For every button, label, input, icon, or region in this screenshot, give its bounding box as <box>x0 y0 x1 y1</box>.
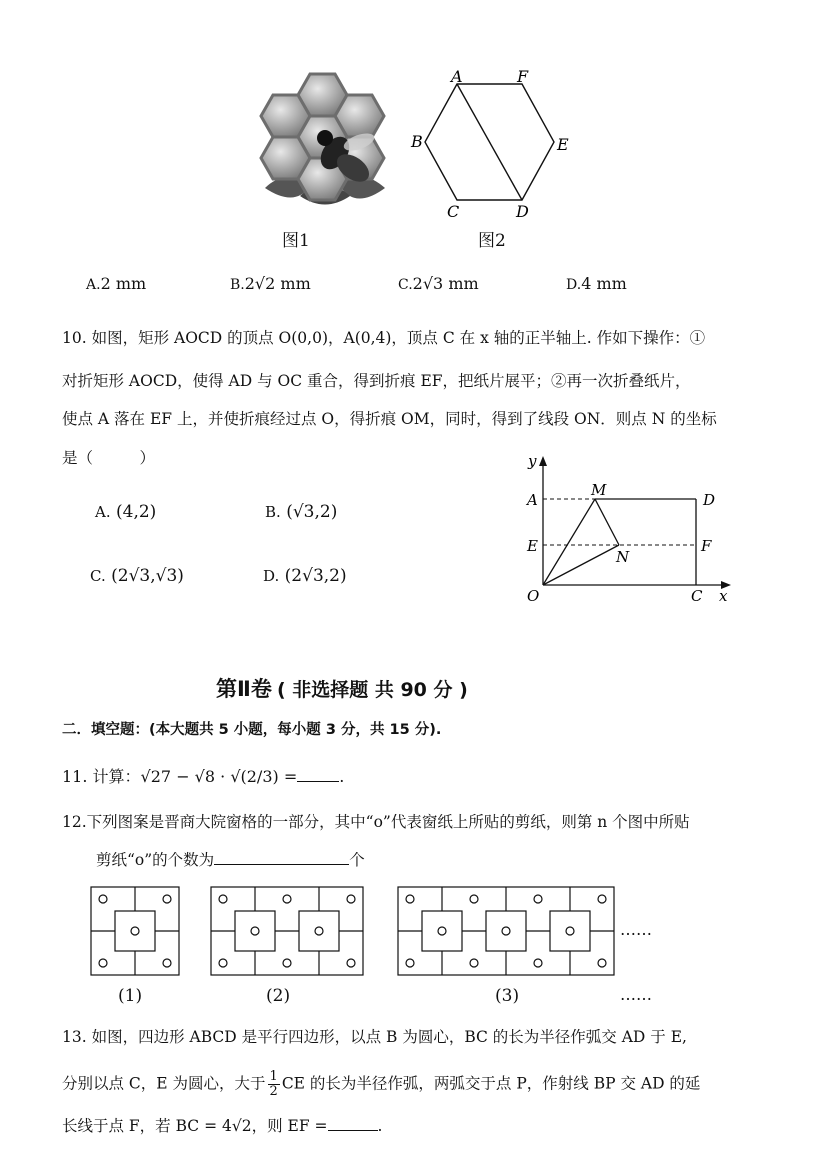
q13-line-1: 13. 如图，四边形 ABCD 是平行四边形，以点 B 为圆心，BC 的长为半径作弧交 AD 于 E, <box>62 1028 687 1046</box>
hex-label-f: F <box>517 67 529 86</box>
q10-line-3: 使点 A 落在 EF 上，并使折痕经过点 O，得折痕 OM，同时，得到了线段 ON．则点 N 的坐标 <box>62 410 717 428</box>
q13-line3-a: 长线于点 F，若 BC = 4√2，则 EF = <box>62 1117 328 1135</box>
q11-expression: √27 − √8 · √(2/3) = <box>140 767 298 786</box>
option-value: (√3,2) <box>286 502 338 522</box>
option-value: (2√3,√3) <box>111 566 184 586</box>
q10-label-m: M <box>591 481 607 499</box>
option-letter: C. <box>90 567 106 585</box>
q12-line-2 <box>96 848 365 870</box>
q10-line-1: 10. 如图，矩形 AOCD 的顶点 O(0,0)，A(0,4)，顶点 C 在 x 轴的正半轴上. 作如下操作：① <box>62 329 706 347</box>
q10-line-2: 对折矩形 AOCD，使得 AD 与 OC 重合，得到折痕 EF，把纸片展平；②再一次折叠纸片， <box>62 372 691 390</box>
q10-label-a: A <box>527 491 538 509</box>
q10-label-f: F <box>701 537 712 555</box>
part2-title: 第Ⅱ卷 <box>216 677 272 701</box>
q11-end: . <box>339 767 345 786</box>
option-value: 2 mm <box>100 274 147 293</box>
hex-label-e: E <box>557 135 569 154</box>
q11 <box>62 764 344 787</box>
q9-option-a[interactable] <box>86 274 146 293</box>
option-letter: D. <box>263 567 280 585</box>
q9-option-c[interactable] <box>398 274 479 293</box>
hex-label-b: B <box>411 132 423 151</box>
fig2-caption: 图2 <box>478 231 506 251</box>
option-letter: B. <box>230 277 245 293</box>
q10-line-4: 是（ ） <box>62 449 156 467</box>
honeycomb-figure <box>255 68 395 213</box>
q13-line2-a: 分别以点 C，E 为圆心，大于 <box>62 1074 266 1093</box>
q10-label-o: O <box>527 587 540 605</box>
q10-option-d[interactable] <box>263 566 347 586</box>
q9-option-b[interactable] <box>230 274 311 293</box>
option-value: 2√3 mm <box>412 274 479 293</box>
option-letter: B. <box>265 503 281 521</box>
pattern-label-3: (3) <box>495 986 520 1006</box>
q11-answer-blank[interactable] <box>297 767 339 782</box>
pattern-label-2: (2) <box>266 986 291 1006</box>
q10-option-c[interactable] <box>90 566 184 586</box>
window-pattern-1 <box>90 886 182 978</box>
part2-heading <box>216 673 468 703</box>
q12-ellipsis-row: …… <box>620 920 652 939</box>
q12-answer-blank[interactable] <box>214 850 349 865</box>
part2-subtitle: ( 非选择题 共 90 分 ) <box>276 679 468 701</box>
option-letter: A. <box>95 503 111 521</box>
q13-line3-end: . <box>377 1117 383 1135</box>
q10-label-x: x <box>719 587 728 605</box>
q9-option-d[interactable] <box>566 274 627 293</box>
fig1-caption: 图1 <box>282 231 310 251</box>
q13-line-2 <box>62 1070 700 1099</box>
hex-label-d: D <box>516 202 529 221</box>
q10-option-a[interactable] <box>95 502 156 522</box>
q10-label-e: E <box>527 537 538 555</box>
option-letter: A. <box>86 277 101 293</box>
q10-label-y: y <box>528 452 537 470</box>
option-value: (2√3,2) <box>284 566 347 586</box>
q12-line2-suffix: 个 <box>349 851 365 869</box>
q12-line-1: 12.下列图案是晋商大院窗格的一部分，其中“o”代表窗纸上所贴的剪纸，则第 n 个图中所贴 <box>62 813 690 831</box>
q13-line-3 <box>62 1114 382 1136</box>
q10-label-d: D <box>703 491 716 509</box>
option-value: 4 mm <box>581 274 627 293</box>
pattern-label-1: (1) <box>118 986 143 1006</box>
q12-line2-prefix: 剪纸“o”的个数为 <box>96 851 215 869</box>
fraction-denominator: 2 <box>269 1084 278 1099</box>
option-value: (4,2) <box>116 502 157 522</box>
hex-label-a: A <box>451 67 463 86</box>
hexagon-figure <box>405 62 575 222</box>
q13-fraction <box>268 1070 280 1099</box>
q10-label-n: N <box>616 548 630 566</box>
q10-label-c: C <box>691 587 703 605</box>
q13-line2-b: CE 的长为半径作弧，两弧交于点 P，作射线 BP 交 AD 的延 <box>281 1074 701 1093</box>
option-letter: C. <box>398 277 413 293</box>
fraction-numerator: 1 <box>269 1069 278 1084</box>
option-letter: D. <box>566 277 582 293</box>
window-pattern-2 <box>210 886 365 978</box>
option-value: 2√2 mm <box>244 274 311 293</box>
window-pattern-3 <box>397 886 615 978</box>
q10-rectangle-diagram <box>515 450 740 610</box>
section-heading: 二．填空题：(本大题共 5 小题，每小题 3 分，共 15 分). <box>62 722 442 738</box>
hex-label-c: C <box>447 202 460 221</box>
q10-option-b[interactable] <box>265 502 337 522</box>
q11-prefix: 11. 计算： <box>62 767 141 786</box>
q13-answer-blank[interactable] <box>328 1116 378 1131</box>
q12-ellipsis-labels: …… <box>620 985 652 1004</box>
